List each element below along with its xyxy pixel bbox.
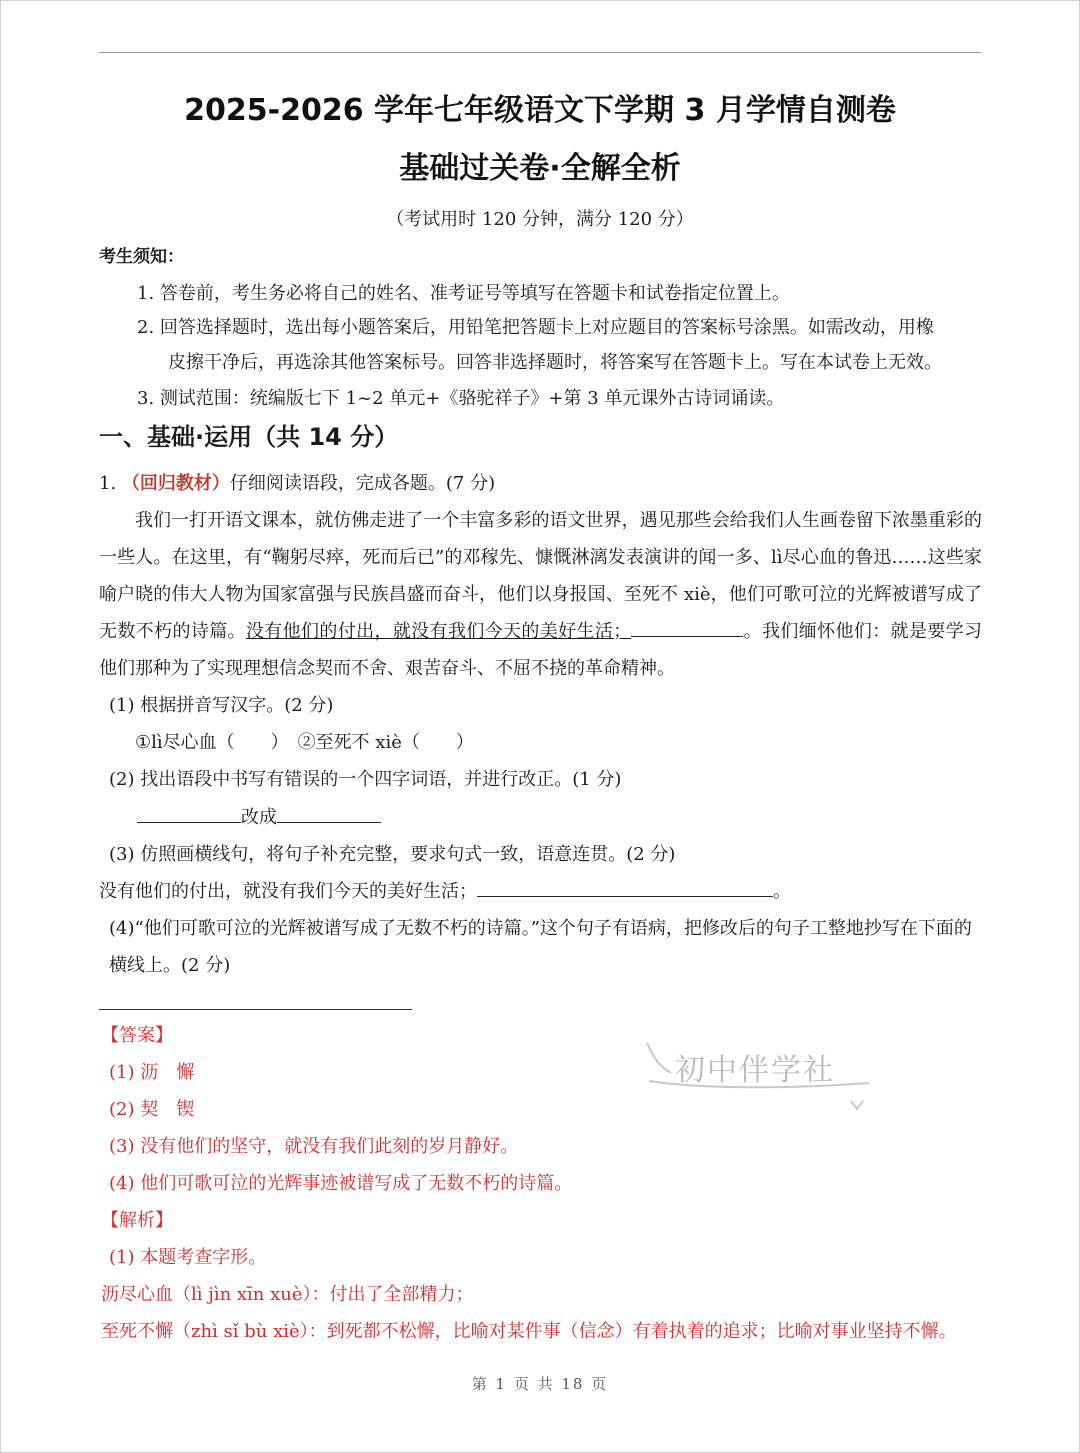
imitation-blank[interactable] bbox=[477, 878, 773, 897]
subquestion-4: (4)“他们可歌可泣的光辉被谱写成了无数不朽的诗篇。”这个句子有语病，把修改后的句子工整地抄写在下面的横线上。(2 分) bbox=[109, 918, 972, 976]
change-label: 改成 bbox=[241, 807, 277, 828]
answer-item-1: (1) 沥 懈 bbox=[109, 1062, 195, 1083]
analysis-item-2: 沥尽心血（lì jìn xīn xuè）：付出了全部精力； bbox=[101, 1284, 474, 1305]
answer-item-3: (3) 没有他们的坚守，就没有我们此刻的岁月静好。 bbox=[109, 1136, 519, 1157]
wrong-word-blank[interactable] bbox=[137, 804, 241, 823]
notice-item-2-line1: 2. 回答选择题时，选出每小题答案后，用铅笔把答题卡上对应题目的答案标号涂黑。如需改动，用橡 bbox=[137, 317, 934, 338]
analysis-item-3: 至死不懈（zhì sǐ bù xiè）：到死都不松懈，比喻对某件事（信念）有着执着的追求；比喻对事业坚持不懈。 bbox=[101, 1321, 957, 1342]
question-number: 1. bbox=[99, 473, 122, 494]
exam-title: 2025-2026 学年七年级语文下学期 3 月学情自测卷 bbox=[184, 93, 896, 128]
corrected-word-blank[interactable] bbox=[277, 804, 381, 823]
notice-item-2 bbox=[137, 310, 982, 380]
notice-item-3: 3. 测试范围：统编版七下 1~2 单元+《骆驼祥子》+第 3 单元课外古诗词诵读。 bbox=[137, 388, 785, 409]
passage-underlined-sentence: 没有他们的付出，就没有我们今天的美好生活； bbox=[245, 621, 632, 642]
page-footer: 第 1 页 共 18 页 bbox=[471, 1375, 609, 1393]
subquestion-3-end: 。 bbox=[773, 881, 791, 902]
answer-line[interactable] bbox=[99, 1009, 412, 1010]
analysis-heading: 【解析】 bbox=[101, 1210, 173, 1231]
analysis-item-1: (1) 本题考查字形。 bbox=[109, 1247, 267, 1268]
passage-blank[interactable] bbox=[631, 618, 743, 637]
answer-item-4: (4) 他们可歌可泣的光辉事迹被谱写成了无数不朽的诗篇。 bbox=[109, 1173, 573, 1194]
reading-passage bbox=[99, 502, 982, 687]
answer-item-2: (2) 契 锲 bbox=[109, 1099, 195, 1120]
question-tag: （回归教材） bbox=[121, 473, 230, 494]
section-title: 一、基础·运用（共 14 分） bbox=[99, 423, 399, 451]
watermark-text: 初中伴学社 bbox=[675, 1053, 835, 1088]
question-prompt: 仔细阅读语段，完成各题。(7 分) bbox=[229, 473, 496, 494]
passage-part-1: 我们一打开语文课本，就仿佛走进了一个丰富多彩的语文世界，遇见那些会给我们人生画卷留下浓墨重彩的一些人。在这里，有“鞠躬尽瘁，死而后已”的邓稼先、慷慨淋漓发表演讲的闻一多、lì尽心血的鲁迅……这些家喻户晓的伟大人物为国家富强与民族昌盛而奋斗，他们以身报国、至死不 xiè，他们可歌可泣的光辉被谱写成了无数不朽的诗篇。 bbox=[99, 510, 982, 642]
subquestion-3-line bbox=[99, 873, 982, 910]
subquestion-3-sentence: 没有他们的付出，就没有我们今天的美好生活； bbox=[99, 881, 477, 902]
subquestion-2-answer-line bbox=[137, 799, 982, 836]
notice-item-2-line2: 皮擦干净后，再选涂其他答案标号。回答非选择题时，将答案写在答题卡上。写在本试卷上无效。 bbox=[168, 352, 942, 373]
subquestion-3: (3) 仿照画横线句，将句子补充完整，要求句式一致，语意连贯。(2 分) bbox=[109, 844, 676, 865]
notice-heading: 考生须知： bbox=[99, 247, 184, 267]
exam-info: （考试用时 120 分钟，满分 120 分） bbox=[386, 209, 694, 230]
subquestion-1-items: ①lì尽心血（ ） ②至死不 xiè（ ） bbox=[135, 732, 474, 753]
subquestion-1: (1) 根据拼音写汉字。(2 分) bbox=[109, 695, 334, 716]
passage-part-2: 。我们缅怀他们：就是要学习他们那种为了实现理想信念契而不舍、艰苦奋斗、不屈不挠的革命精神。 bbox=[99, 621, 983, 679]
answer-heading: 【答案】 bbox=[101, 1025, 173, 1046]
top-divider bbox=[99, 52, 981, 53]
exam-subtitle: 基础过关卷·全解全析 bbox=[399, 151, 681, 186]
subquestion-2: (2) 找出语段中书写有错误的一个四字词语，并进行改正。(1 分) bbox=[109, 769, 622, 790]
question-1-header bbox=[99, 465, 982, 502]
notice-item-1: 1. 答卷前，考生务必将自己的姓名、准考证号等填写在答题卡和试卷指定位置上。 bbox=[137, 283, 790, 304]
